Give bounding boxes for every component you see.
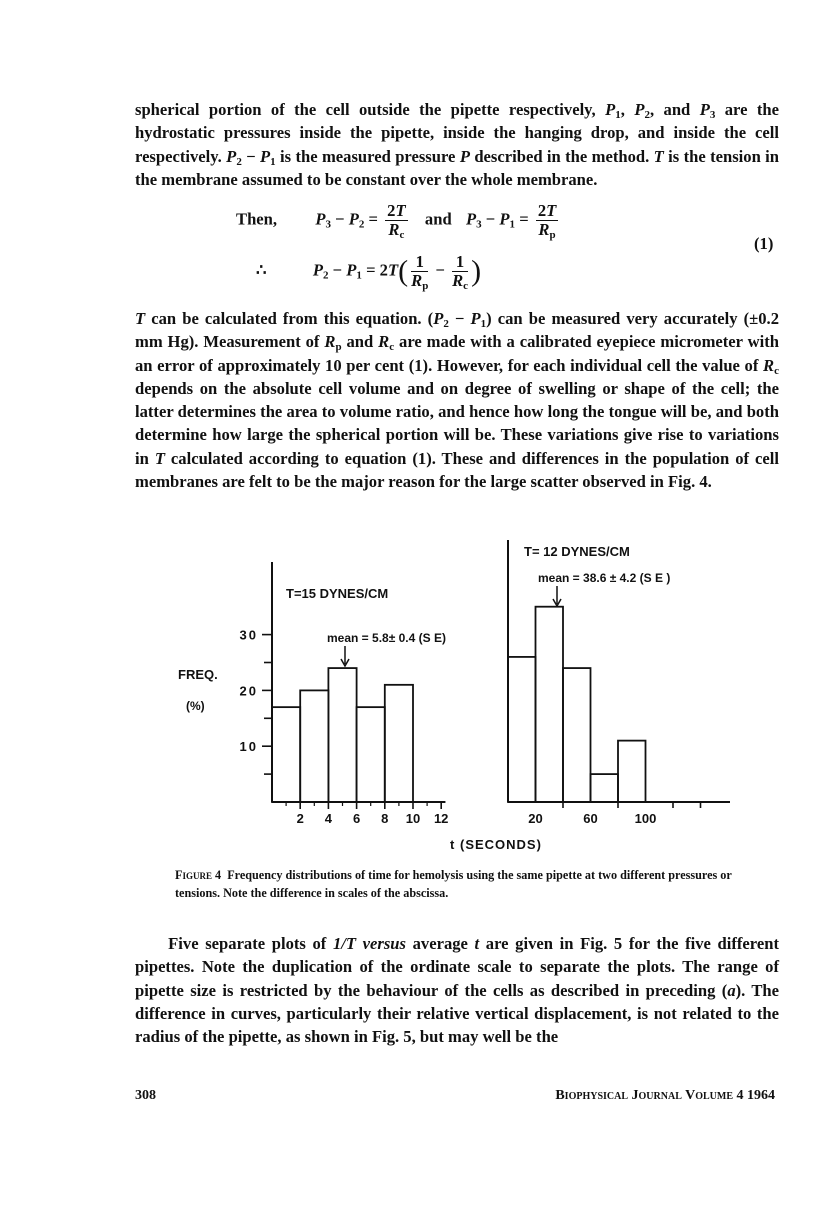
para2-text-d: are made with a calibrated eyepiece micrometer with an error of approximately 10 per cent (1). However, for each individual cell the value of <box>135 332 779 375</box>
x-tick-label-left: 8 <box>381 811 389 826</box>
histogram-left <box>240 562 449 826</box>
x-tick-label-left: 4 <box>324 811 333 826</box>
para1-text-c: is the measured pressure <box>275 146 460 166</box>
para1-text-e: is the tension in the membrane assumed to be constant over the whole membrane. <box>135 146 780 189</box>
histogram-right <box>508 540 730 826</box>
paragraph-2: T can be calculated from this equation. $(P_2 - P_1)$ can be measured very accurately (±0.2 mm Hg). Measurement of $R_p$ and $R_c$ are made with a calibrated eyepiece micrometer with an error of approximately 10 per cent (1). However, for each individual cell the value of $R_c$ depends on the absolute cell volume and on degree of swelling or shape of the cell; the latter determines the area to volume ratio, and hence how long the tongue will be, and both determine how large the spherical portion will be. These variations give rise to variations in T calculated according to equation (1). These and differences in the population of cell membranes are felt to be the major reason for the large scatter observed in Fig. 4. <box>135 309 779 492</box>
chart-title-right: T= 12 DYNES/CM <box>524 544 630 559</box>
para2-text-a: can be calculated from this equation. ( <box>145 309 434 328</box>
para3-text-e: ). The difference in curves, particularly their relative vertical displacement, is not related to the radius of the pipette, as shown in Fig. 5, but may well be the <box>135 980 780 1047</box>
chart-title-left: T=15 DYNES/CM <box>286 586 389 601</box>
y-axis-label-freq: FREQ. <box>178 667 218 682</box>
histogram-bar-left <box>357 707 385 802</box>
x-tick-label-right: 100 <box>634 811 657 826</box>
mean-annotation-right: mean = 38.6 ± 4.2 (S E ) <box>538 571 671 585</box>
caption-label: Figure 4 <box>175 868 222 882</box>
para3-text-b: 1/T versus <box>332 934 406 953</box>
histogram-bar-right <box>563 668 591 802</box>
para2-text-f: calculated according to equation (1). These and differences in the population of cell membranes are felt to be the major reason for the large scatter observed in Fig. 4. <box>135 448 779 492</box>
x-tick-label-left: 12 <box>433 811 449 826</box>
paragraph-3: Five separate plots of 1/T versus average t are given in Fig. 5 for the five different pipettes. Note the duplication of the ordinate scale to separate the plots. The range of pipette size is restricted by the behaviour of the cells as described in preceding (a). The difference in curves, particularly their relative vertical displacement, is not related to the radius of the pipette, as shown in Fig. 5, but may well be the <box>135 934 780 1047</box>
therefore-symbol: ∴ <box>256 260 267 280</box>
para2-text-c: and <box>341 332 379 352</box>
histogram-bar-right <box>618 741 646 802</box>
para1-text-a: spherical portion of the cell outside the pipette respectively, <box>135 100 606 119</box>
y-axis-label-unit: (%) <box>186 699 205 713</box>
and-label: and <box>424 209 452 229</box>
equation-line-1: Then, $P_3 - P_2$ = $\frac{2T}{R_c}$ and $P_3 - P_1$ = $\frac{2T}{R_p}$ <box>236 201 557 241</box>
y-tick-label-left: 20 <box>239 683 258 699</box>
para2-text-b: ) can be measured very accurately (±0.2 mm Hg). Measurement of <box>135 309 779 352</box>
mean-annotation-left: mean = 5.8± 0.4 (S E) <box>327 631 446 645</box>
paragraph-1: spherical portion of the cell outside the pipette respectively, $P_1$, $P_2$, and $P_3$ are the hydrostatic pressures inside the pipette, inside the hanging drop, and inside the cell respectively. $P_2 - P_1$ is the measured pressure P described in the method. T is the tension in the membrane assumed to be constant over the whole membrane. <box>135 100 780 189</box>
para3-text-c: average <box>405 934 475 953</box>
figure-caption <box>175 866 745 902</box>
histogram-bar-left <box>300 690 328 802</box>
x-axis-label: t (SECONDS) <box>450 837 542 852</box>
then-label: Then, <box>236 209 278 229</box>
para2-text-e: depends on the absolute cell volume and on degree of swelling or shape of the cell; the latter determines the area to volume ratio, and hence how long the tongue will be, and both determine how large the spherical portion will be. These variations give rise to variations in <box>135 378 779 468</box>
para1-text-d: described in the method. <box>469 146 654 166</box>
x-tick-label-left: 6 <box>352 811 361 826</box>
x-tick-label-left: 10 <box>405 811 421 826</box>
x-tick-label-right: 60 <box>583 811 598 826</box>
caption-text: Frequency distributions of time for hemolysis using the same pipette at two different pressures or tensions. Note the difference in scales of the abscissa. <box>175 868 732 900</box>
para3-text-d: are given in Fig. 5 for the five different pipettes. Note the duplication of the ordinate scale to separate the plots. The range of pipette size is restricted by the behaviour of the cells as described in preceding ( <box>135 934 779 1000</box>
page-number: 308 <box>135 1088 156 1103</box>
equation-number: (1) <box>754 234 774 253</box>
y-tick-label-left: 10 <box>239 739 258 755</box>
x-tick-label-right: 20 <box>528 811 543 826</box>
para3-text-a: Five separate plots of <box>168 934 333 953</box>
histogram-bar-right <box>508 657 536 802</box>
histogram-bar-left <box>272 707 300 802</box>
x-tick-label-left: 2 <box>296 811 304 826</box>
histogram-bar-right <box>591 774 619 802</box>
histogram-bar-right <box>536 607 564 802</box>
journal-footer: Biophysical Journal Volume 4 1964 <box>555 1088 775 1103</box>
y-tick-label-left: 30 <box>239 627 258 643</box>
equation-line-2: ∴ $P_2 - P_1 = 2T$( $\frac{1}{R_p}$ − $\frac{1}{R_c}$ ) <box>256 252 482 292</box>
histogram-bar-left <box>385 685 413 802</box>
histogram-bar-left <box>328 668 356 802</box>
figure-4 <box>0 530 816 860</box>
para1-text-b: are the hydrostatic pressures inside the pipette, inside the hanging drop, and inside the cell respectively. <box>135 100 780 166</box>
